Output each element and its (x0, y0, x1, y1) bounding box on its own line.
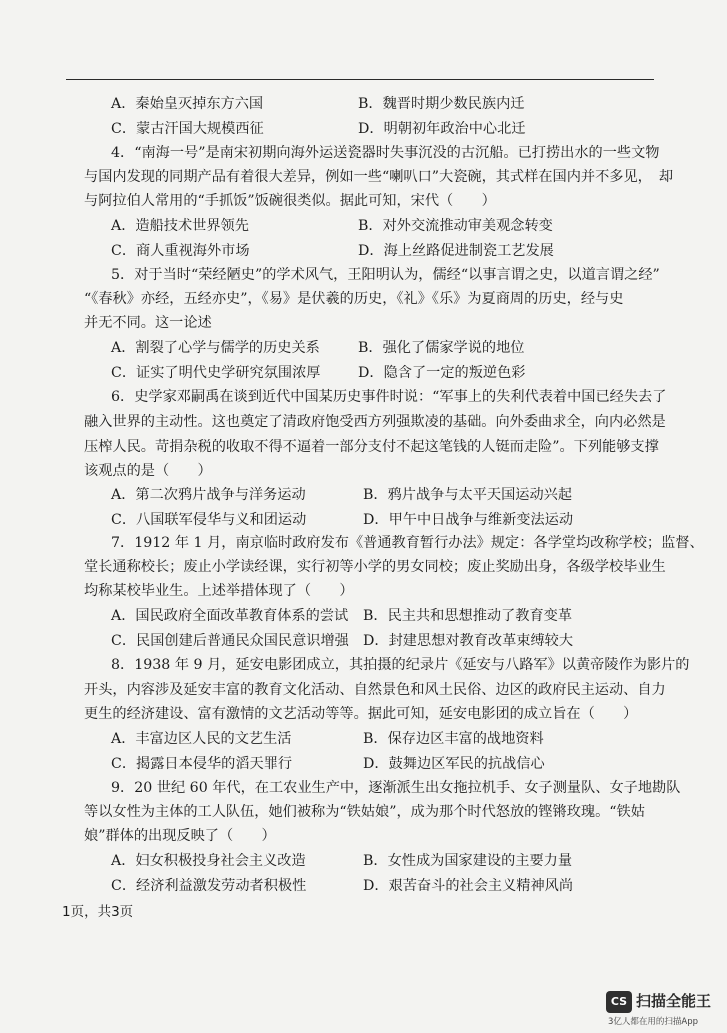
q4-stem-line: 4．“南海一号”是南宋初期向海外运送瓷器时失事沉没的古沉船。已打捞出水的一些文物 (111, 145, 660, 161)
q5-option-a: A．割裂了心学与儒学的历史关系 (111, 340, 320, 356)
q9-stem-line: 9．20 世纪 60 年代，在工农业生产中，逐渐派生出女拖拉机手、女子测量队、女子地勘队 (111, 780, 681, 796)
header-rule (66, 79, 654, 80)
q3-option-a: A．秦始皇灭掉东方六国 (111, 96, 264, 112)
q8-stem-line: 开头，内容涉及延安丰富的教育文化活动、自然景色和风土民俗、边区的政府民主运动、自力 (84, 682, 666, 698)
q5-option-b: B．强化了儒家学说的地位 (358, 340, 525, 356)
q6-stem-line: 压榨人民。苛捐杂税的收取不得不逼着一部分支付不起这笔钱的人铤而走险”。下列能够支撑 (84, 439, 659, 455)
q4-option-b: B．对外交流推动审美观念转变 (358, 218, 553, 234)
q9-option-b: B．女性成为国家建设的主要力量 (363, 853, 573, 869)
q8-stem-line: 8．1938 年 9 月，延安电影团成立，其拍摄的纪录片《延安与八路军》以黄帝陵作为影片的 (111, 657, 690, 673)
q4-option-c: C．商人重视海外市场 (111, 243, 250, 259)
q4-stem-line: 与国内发现的同期产品有着很大差异，例如一些“喇叭口”大瓷碗，其式样在国内并不多见， 却 (84, 169, 674, 185)
q9-stem-line: 娘”群体的出现反映了（ ） (84, 828, 276, 844)
q9-stem-line: 等以女性为主体的工人队伍，她们被称为“铁姑娘”，成为那个时代怒放的铿锵玫瑰。“铁姑 (84, 804, 645, 820)
q9-option-d: D．艰苦奋斗的社会主义精神风尚 (363, 878, 574, 894)
q6-option-a: A．第二次鸦片战争与洋务运动 (111, 487, 306, 503)
q3-option-b: B．魏晋时期少数民族内迁 (358, 96, 525, 112)
q5-stem-line: 并无不同。这一论述 (84, 315, 212, 331)
q5-stem-line: 5．对于当时“荣经陋史”的学术风气，王阳明认为，儒经“以事言谓之史，以道言谓之经” (111, 267, 660, 283)
q5-stem-line: “《春秋》亦经，五经亦史”，《易》是伏羲的历史，《礼》《乐》为夏商周的历史，经与史 (84, 291, 624, 307)
q6-option-b: B．鸦片战争与太平天国运动兴起 (363, 487, 573, 503)
q7-stem-line: 堂长通称校长；废止小学读经课，实行初等小学的男女同校；废止奖励出身，各级学校毕业生 (84, 559, 666, 575)
q4-stem-line: 与阿拉伯人常用的“手抓饭”饭碗很类似。据此可知，宋代（ ） (84, 193, 496, 209)
q8-option-d: D．鼓舞边区军民的抗战信心 (363, 756, 545, 772)
q8-option-b: B．保存边区丰富的战地资料 (363, 731, 544, 747)
watermark-brand: 扫描全能王 (636, 992, 712, 1010)
q6-stem-line: 融入世界的主动性。这也奠定了清政府饱受西方列强欺凌的基础。向外委曲求全，向内必然是 (84, 414, 666, 430)
q7-option-b: B．民主共和思想推动了教育变革 (363, 608, 573, 624)
q6-option-d: D．甲午中日战争与维新变法运动 (363, 512, 574, 528)
q7-stem-line: 7．1912 年 1 月，南京临时政府发布《普通教育暂行办法》规定：各学堂均改称学校；监督、 (111, 535, 704, 551)
q9-option-a: A．妇女积极投身社会主义改造 (111, 853, 306, 869)
q5-option-d: D．隐含了一定的叛逆色彩 (358, 365, 526, 381)
q7-option-c: C．民国创建后普通民众国民意识增强 (111, 633, 349, 649)
q5-option-c: C．证实了明代史学研究氛围浓厚 (111, 365, 321, 381)
q9-option-c: C．经济利益激发劳动者积极性 (111, 878, 307, 894)
q4-option-d: D．海上丝路促进制瓷工艺发展 (358, 243, 554, 259)
q8-stem-line: 更生的经济建设、富有激情的文艺活动等等。据此可知，延安电影团的成立旨在（ ） (84, 706, 638, 722)
q6-stem-line: 6．史学家邓嗣禹在谈到近代中国某历史事件时说：“军事上的失利代表着中国已经失去了 (111, 389, 667, 405)
q3-option-d: D．明朝初年政治中心北迁 (358, 121, 526, 137)
watermark-tagline: 3亿人都在用的扫描App (608, 1017, 699, 1027)
scanner-watermark (606, 985, 724, 1031)
q4-option-a: A．造船技术世界领先 (111, 218, 249, 234)
q7-stem-line: 均称某校毕业生。上述举措体现了（ ） (84, 583, 354, 599)
q6-stem-line: 该观点的是（ ） (84, 463, 212, 479)
q8-option-c: C．揭露日本侵华的滔天罪行 (111, 756, 293, 772)
q7-option-a: A．国民政府全面改革教育体系的尝试 (111, 608, 349, 624)
q6-option-c: C．八国联军侵华与义和团运动 (111, 512, 307, 528)
q3-option-c: C．蒙古汗国大规模西征 (111, 121, 264, 137)
page-number: 1页，共3页 (62, 904, 134, 920)
q8-option-a: A．丰富边区人民的文艺生活 (111, 731, 292, 747)
camscanner-logo-icon: CS (606, 991, 632, 1013)
q7-option-d: D．封建思想对教育改革束缚较大 (363, 633, 574, 649)
